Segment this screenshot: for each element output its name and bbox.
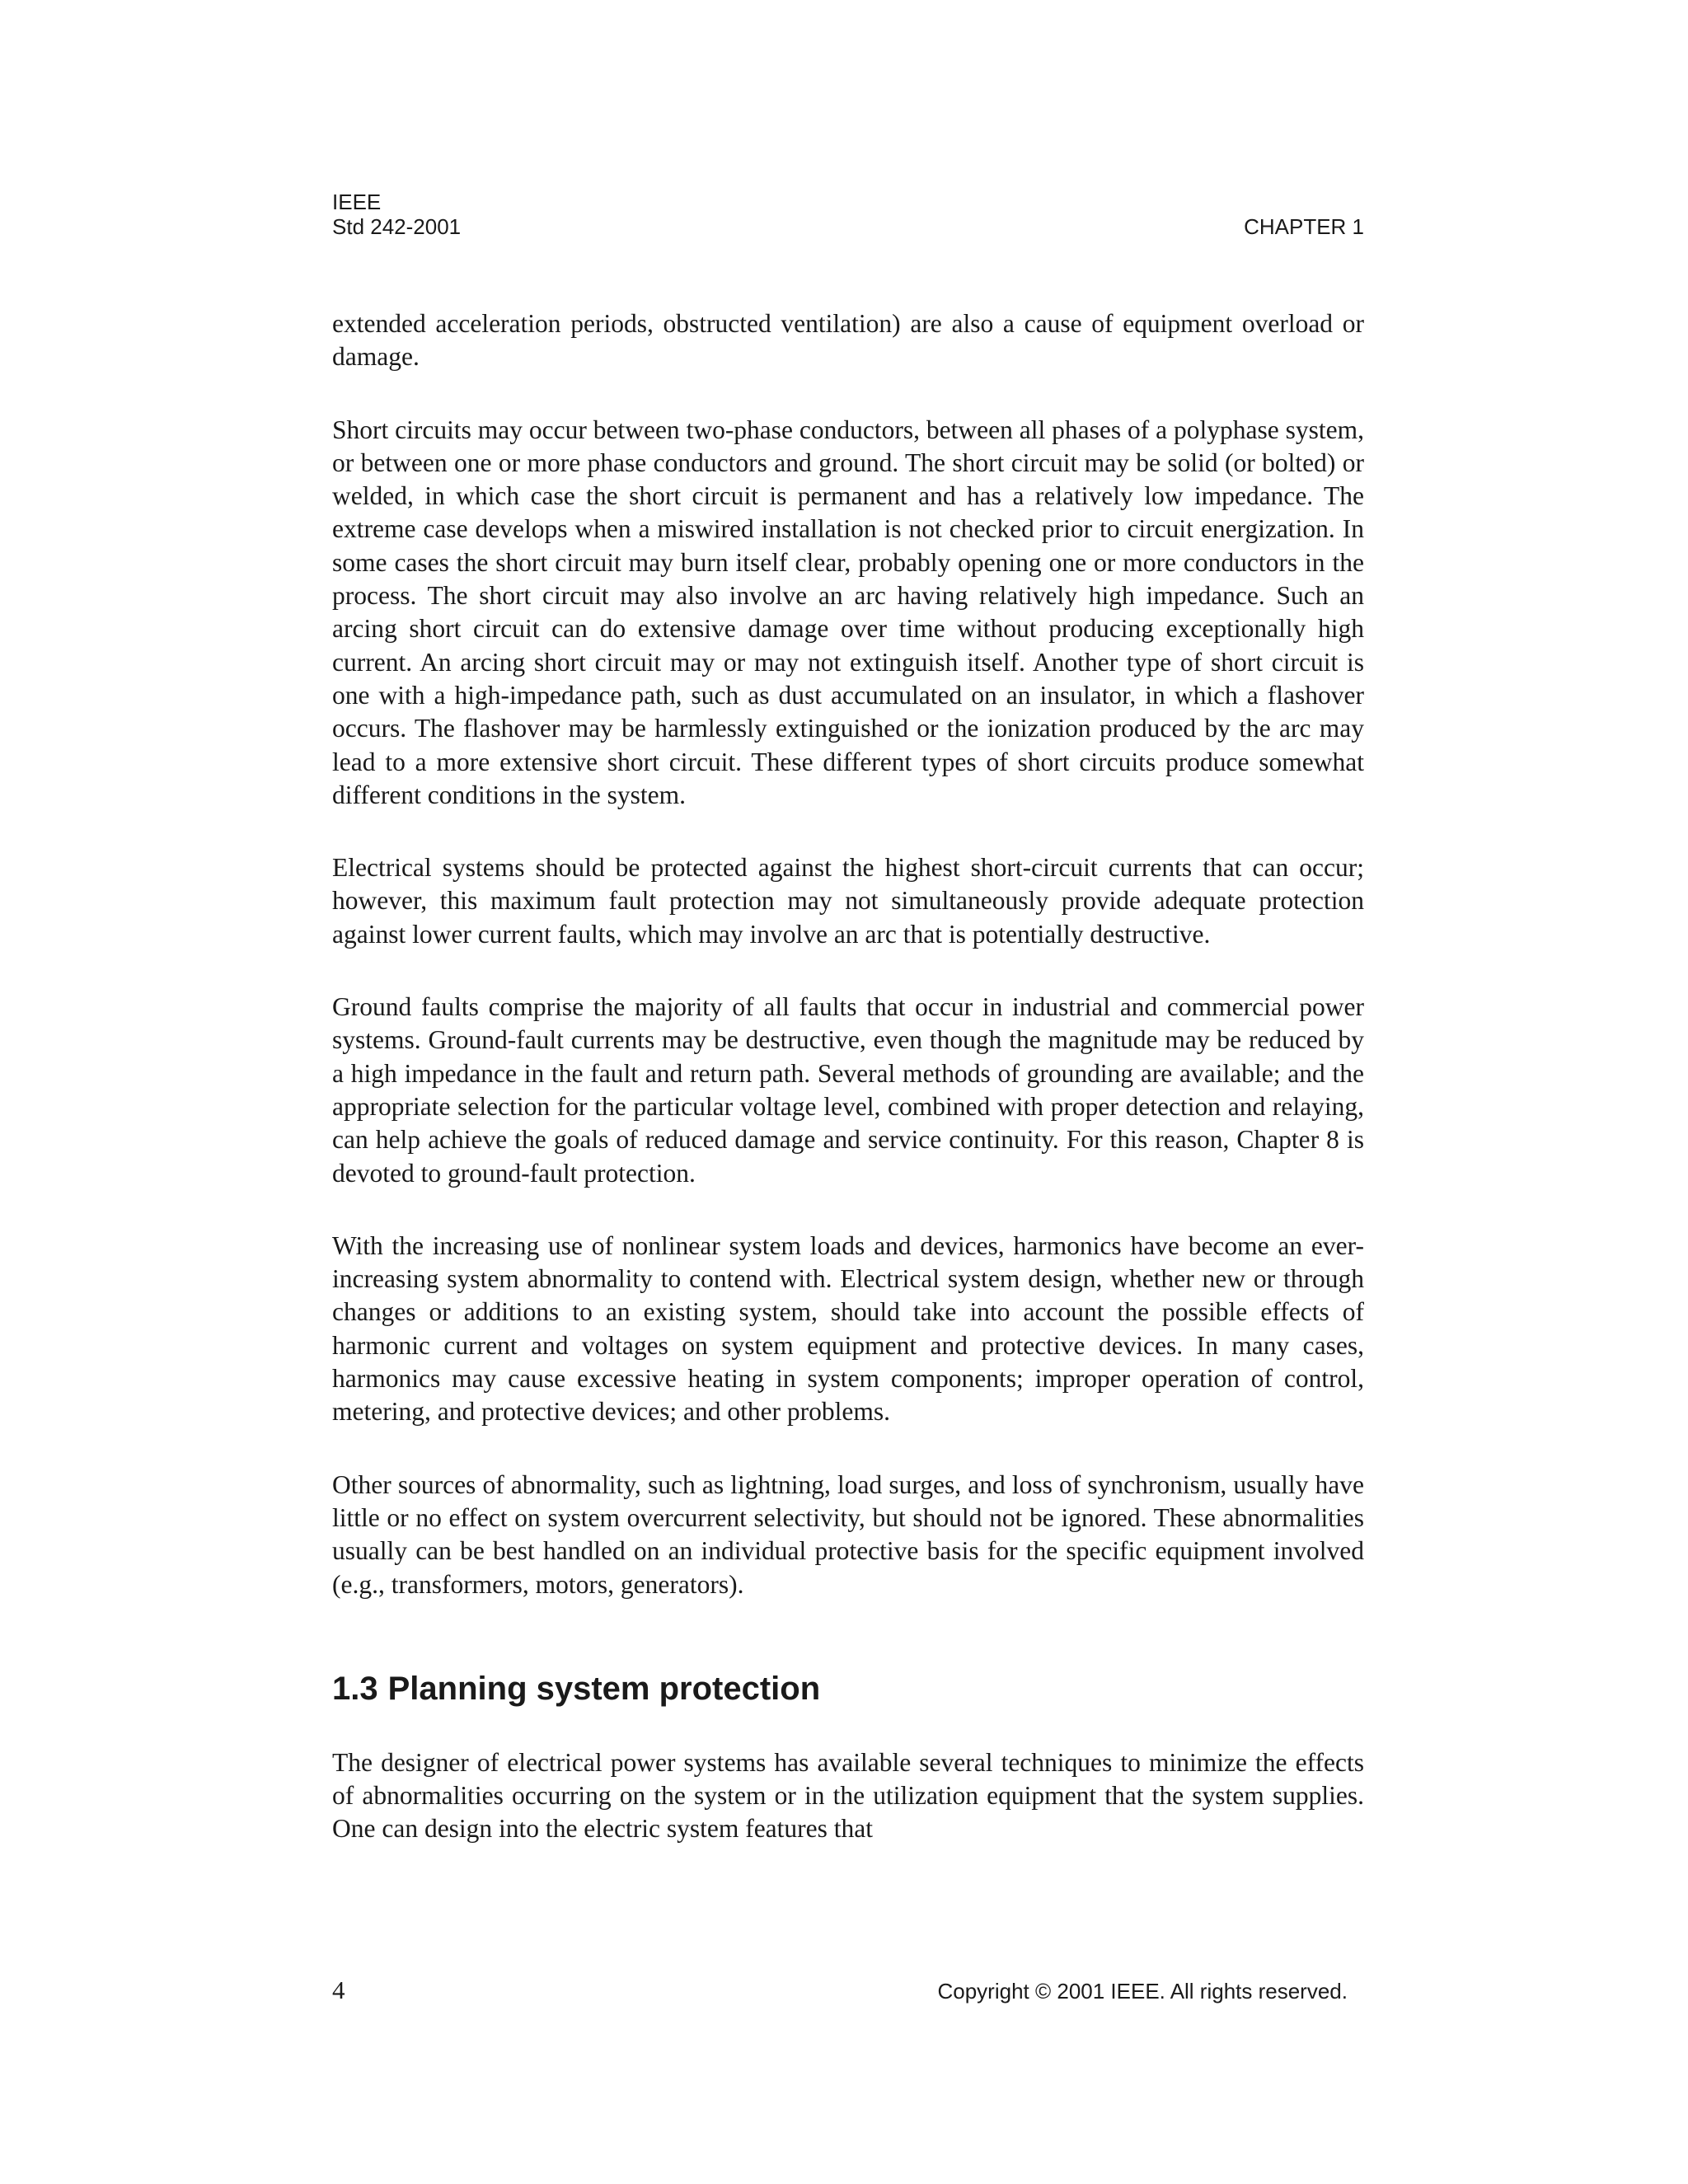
paragraph-harmonics: With the increasing use of nonlinear system loads and devices, harmonics have become an ever-increasing system abnormality to contend with. Electrical system design, whether new or through changes or additions to an existing system, should take into account the possible effects of harmonic current and voltages on system equipment and protective devices. In many cases, harmonics may cause excessive heating in system components; improper operation of control, metering, and protective devices; and other problems. [332,1230,1364,1427]
paragraph-planning: The designer of electrical power systems has available several techniques to minimize the effects of abnormalities occurring on the system or in the utilization equipment that the system supplies. One can design into the electric system features that [332,1747,1364,1844]
running-header [332,190,1364,239]
paragraph-other-sources: Other sources of abnormality, such as lightning, load surges, and loss of synchronism, usually have little or no effect on system overcurrent selectivity, but should not be ignored. These abnormalities usually can be best handled on an individual protective basis for the specific equipment involved (e.g., transformers, motors, generators). [332,1469,1364,1599]
copyright-notice: Copyright © 2001 IEEE. All rights reserved. [937,1979,1348,2004]
section-title: Planning system protection [387,1670,821,1707]
running-footer [332,1976,1348,2004]
header-org: IEEE [332,190,382,214]
section-number: 1.3 [332,1670,378,1707]
paragraph-protection-levels: Electrical systems should be protected against the highest short-circuit currents that can occur; however, this maximum fault protection may not simultaneously provide adequate protection against lower current faults, which may involve an arc that is potentially destructive. [332,853,1364,949]
body-text [332,307,1364,1846]
paragraph-short-circuits: Short circuits may occur between two-phase conductors, between all phases of a polyphase system, or between one or more phase conductors and ground. The short circuit may be solid (or bolted) or welded, in which case the short circuit is permanent and has a relatively low impedance. The extreme case develops when a miswired installation is not checked prior to circuit energization. In some cases the short circuit may burn itself clear, probably opening one or more conductors in the process. The short circuit may also involve an arc having relatively high impedance. Such an arcing short circuit can do extensive damage over time without producing exceptionally high current. An arcing short circuit may or may not extinguish itself. Another type of short circuit is one with a high-impedance path, such as dust accumulated on an insulator, in which a flashover occurs. The flashover may be harmlessly extinguished or the ionization produced by the arc may lead to a more extensive short circuit. These different types of short circuits produce somewhat different conditions in the system. [332,415,1364,809]
section-heading [332,1669,1364,1708]
paragraph-ground-faults: Ground faults comprise the majority of all faults that occur in industrial and commercial power systems. Ground-fault currents may be destructive, even though the magnitude may be reduced by a high impedance in the fault and return path. Several methods of grounding are available; and the appropriate selection for the particular voltage level, combined with proper detection and relaying, can help achieve the goals of reduced damage and service continuity. For this reason, Chapter 8 is devoted to ground-fault protection. [332,992,1364,1188]
header-standard: Std 242-2001 [332,214,462,239]
page-number: 4 [332,1975,345,2004]
header-chapter: CHAPTER 1 [1244,214,1364,239]
paragraph-overload: extended acceleration periods, obstructed ventilation) are also a cause of equipment overload or damage. [332,309,1364,372]
